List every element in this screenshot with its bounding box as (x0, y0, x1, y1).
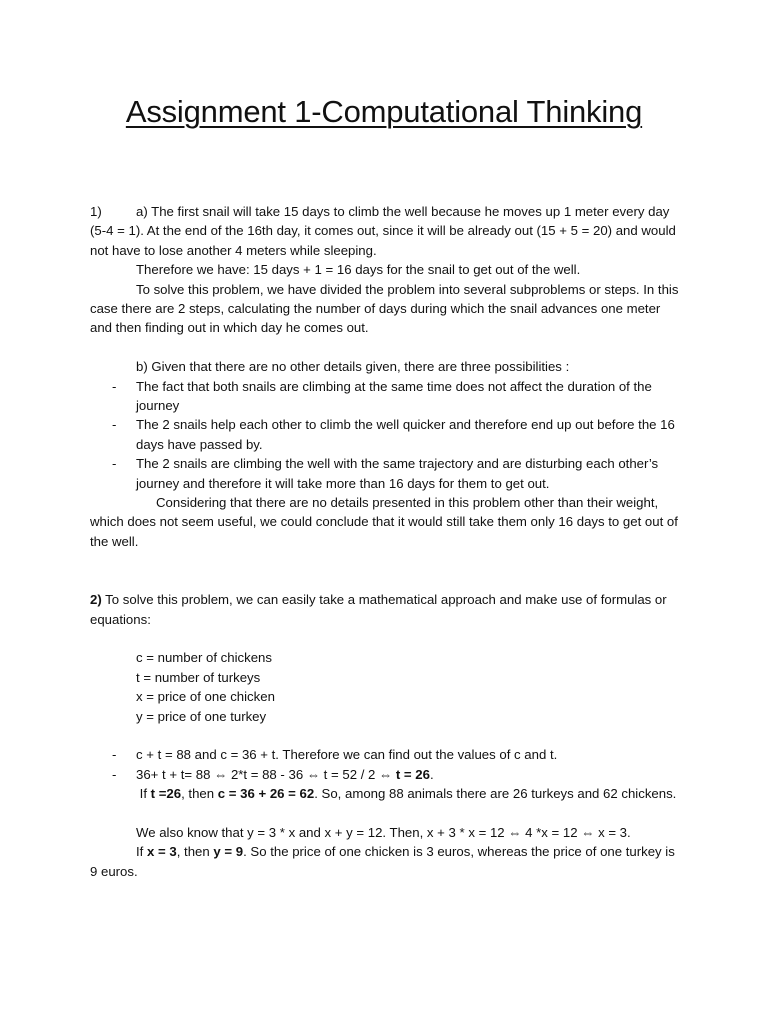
variable-definition: x = price of one chicken (136, 689, 275, 705)
list-item: - The 2 snails help each other to climb the well quicker and therefore end up out before the 16 days have passed by. (112, 417, 675, 452)
q1-part-a-method: To solve this problem, we have divided the problem into several subproblems or steps. In this case there are 2 steps, calculating the number of days during which the snail advances one meter and then finding out in which day he comes out. (90, 281, 679, 336)
variable-definition: y = price of one turkey (136, 708, 267, 724)
q2-animals-result: If t =26, then c = 36 + 26 = 62. So, among 88 animals there are 26 turkeys and 62 chickens. (139, 786, 677, 802)
q1-part-a-result: Therefore we have: 15 days + 1 = 16 days for the snail to get out of the well. (136, 262, 581, 278)
list-item: - 36+ t + t= 88 ⇔ 2*t = 88 - 36 ⇔ t = 52 / 2 ⇔ t = 26. (112, 766, 434, 782)
q1-number: 1) (90, 204, 102, 219)
list-item: - The 2 snails are climbing the well with the same trajectory and are disturbing each other’s journey and therefore it will take more than 16 days for them to get out. (112, 456, 659, 491)
variable-definition: c = number of chickens (136, 650, 272, 666)
equation-result: t = 26 (395, 766, 430, 782)
variable-definitions (90, 648, 684, 726)
list-item: - c + t = 88 and c = 36 + t. Therefore we can find out the values of c and t. (112, 747, 558, 763)
q1-part-a-text: a) The first snail will take 15 days to climb the well because he moves up 1 meter every day (5-4 = 1). At the end of the 16th day, it comes out, since it will be already out (15 + 5 = 20) and would not have to lose another 4 meters while sleeping. (90, 204, 676, 258)
equation-solve: 36+ t + t= 88 ⇔ 2*t = 88 - 36 ⇔ t = 52 / 2 ⇔ (136, 766, 396, 782)
q2-number: 2) (90, 592, 102, 608)
variable-definition: t = number of turkeys (136, 669, 261, 685)
list-item-text: The 2 snails help each other to climb the well quicker and therefore end up out before the 16 days have passed by. (136, 417, 675, 452)
q2-price-equations: We also know that y = 3 * x and x + y = 12. Then, x + 3 * x = 12 ⇔ 4 *x = 12 ⇔ x = 3. (136, 824, 631, 840)
q2-price-result: If x = 3, then y = 9. So the price of one chicken is 3 euros, whereas the price of one turkey is 9 euros. (90, 844, 675, 879)
document-body (90, 202, 684, 881)
list-item-text: The 2 snails are climbing the well with the same trajectory and are disturbing each other’s journey and therefore it will take more than 16 days for them to get out. (136, 456, 659, 491)
q2-intro-text: To solve this problem, we can easily take a mathematical approach and make use of formulas or equations: (90, 592, 667, 627)
document-title: Assignment 1-Computational Thinking (125, 94, 643, 129)
q2-intro-paragraph (90, 590, 684, 629)
q1-part-b-intro: b) Given that there are no other details given, there are three possibilities : (136, 359, 570, 375)
list-item: - The fact that both snails are climbing at the same time does not affect the duration of the journey (112, 378, 652, 414)
equation-system: c + t = 88 and c = 36 + t. Therefore we can find out the values of c and t. (136, 747, 558, 763)
list-item-text: The fact that both snails are climbing at the same time does not affect the duration of the journey (136, 378, 652, 414)
q1-part-a-paragraph (90, 202, 684, 260)
q1-part-b-conclusion: Considering that there are no details presented in this problem other than their weight, which does not seem useful, we could conclude that it would still take them only 16 days to get out of the well. (90, 495, 678, 549)
